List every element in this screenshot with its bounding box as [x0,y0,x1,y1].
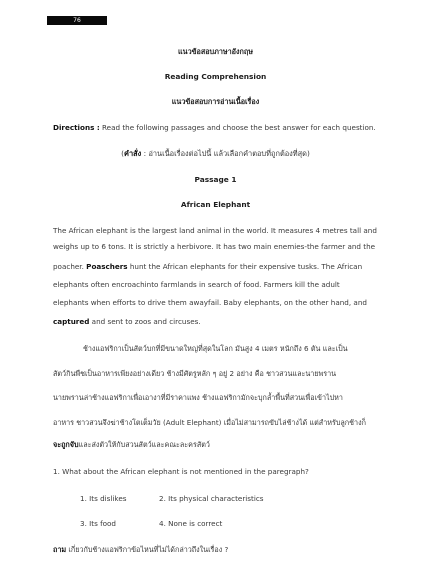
thai-bold-phrase: จะถูกจับ [53,440,79,449]
title-thai: แนวข้อสอบภาษาอังกฤษ [178,47,253,56]
question-text: 1. What about the African elephant is not mentioned in the paregraph? [53,467,309,476]
thai-directions-text: : อ่านเนื้อเรื่องต่อไปนี้ แล้วเลือกคำตอบที่ถูกต้องที่สุด) [141,149,310,158]
option-4[interactable]: 4. None is correct [159,519,223,528]
english-line-text: elephants often encroachinto farmlands in search of food. Farmers kill the adult [53,280,340,289]
thai-directions-label: คำสั่ง [124,149,142,158]
english-line [53,280,340,289]
thai-line: นายพรานล่าช้างแอฟริกาเพื่อเอางาที่มีราคาแพง ช้างแอฟริกามักจะบุกล้ำพื้นที่สวนเพื่อเข้าไปหา [53,393,343,402]
passage-title: African Elephant [180,200,251,209]
english-line [53,317,201,326]
option-2[interactable]: 2. Its physical characteristics [159,494,264,503]
page-number-bar [47,16,107,25]
thai-paragraph-last-line [53,440,210,451]
thai-directions-open: ( [121,149,125,158]
english-bold-word: captured [53,317,90,326]
english-bold-word: Poaschers [86,262,128,271]
thai-line: ช้างแอฟริกาเป็นสัตว์บกที่มีขนาดใหญ่ที่สุดในโลก มันสูง 4 เมตร หนักถึง 6 ตัน และเป็น [83,344,348,353]
option-1[interactable]: 1. Its dislikes [80,494,127,503]
title-english: Reading Comprehension [164,72,267,81]
page-number: 76 [73,17,81,24]
english-line [53,262,362,271]
english-line-text: The African elephant is the largest land animal in the world. It measures 4 metres tall and [53,226,377,235]
english-line-text: and sent to zoos and circuses. [89,317,201,326]
english-line-text: hunt the African elephants for their expensive tusks. The African [127,262,363,271]
thai-question-text: เกี่ยวกับช้างแอฟริกาข้อไหนที่ไม่ได้กล่าวถึงในเรื่อง ? [66,545,229,554]
english-line-text: weighs up to 6 tons. It is strictly a herbivore. It has two main enemies-the farmer and the [53,242,376,251]
english-line [53,242,375,251]
directions-text: Read the following passages and choose the best answer for each question. [99,123,376,132]
english-line [53,298,367,307]
thai-question-label: ถาม [53,545,67,554]
english-line [53,226,377,235]
thai-line: สัตว์กินพืชเป็นอาหารเพียงอย่างเดียว ช้างมีศัตรูหลัก ๆ อยู่ 2 อย่าง คือ ชาวสวนและนายพราน [53,369,337,378]
passage-number: Passage 1 [194,175,237,184]
thai-directions [0,148,431,160]
thai-line: อาหาร ชาวสวนจึงฆ่าช้างโตเต็มวัย (Adult Elephant) เมื่อไม่สามารถขับไล่ช้างได้ แต่สำหรับลูกช้างก็ [53,418,366,427]
thai-last-line-text: และส่งตัวให้กับสวนสัตว์และคณะละครสัตว์ [78,440,210,449]
directions-label: Directions : [53,123,100,132]
english-line-text: poacher. [53,262,87,271]
thai-question-line [53,545,228,556]
option-3[interactable]: 3. Its food [80,519,116,528]
subtitle-thai: แนวข้อสอบการอ่านเนื้อเรื่อง [171,97,260,106]
english-line-text: elephants when efforts to drive them awayfail. Baby elephants, on the other hand, and [53,298,367,307]
directions-line [53,123,376,132]
